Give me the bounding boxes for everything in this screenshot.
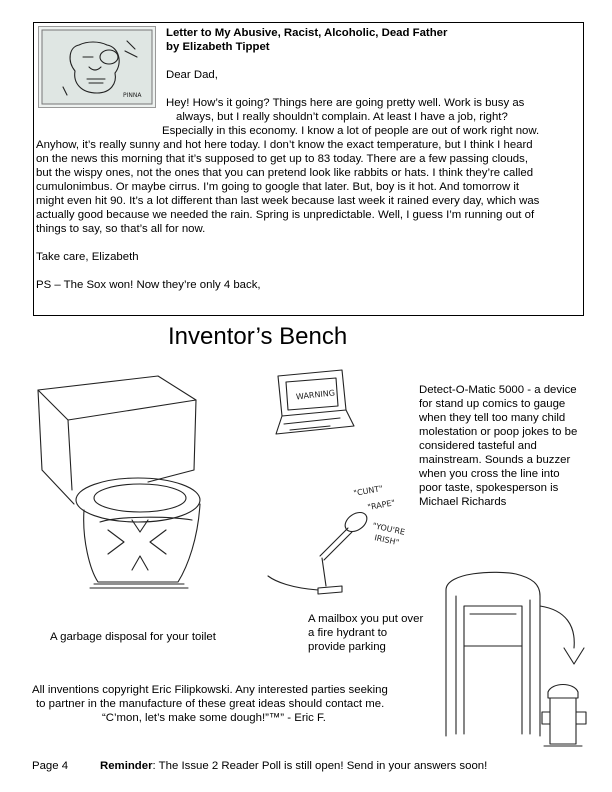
letter-para2-line: but the wispy ones, not the ones that you can pretend look like rabbits or hats. I think they’re called bbox=[36, 167, 534, 179]
letter-para1-line: Hey! How’s it going? Things here are going pretty well. Work is busy as bbox=[166, 97, 525, 109]
letter-byline: by Elizabeth Tippet bbox=[166, 41, 270, 53]
mailbox-caption-line: A mailbox you put over bbox=[308, 613, 424, 625]
mic-word: "RAPE" bbox=[366, 498, 396, 512]
letter-para2-line: things to say, so that’s all for now. bbox=[36, 223, 206, 235]
mic-word: "CUNT" bbox=[352, 483, 384, 498]
letter-para2-line: on the news this morning that it’s supposed to get up to 83 today. There are a few passing clouds, bbox=[36, 153, 528, 165]
letter-para2-line: Anyhow, it’s really sunny and hot here today. I don’t know the exact temperature, but I think I heard bbox=[36, 139, 533, 151]
etch-a-sketch-drawing bbox=[39, 27, 155, 107]
detect-caption-line: poor taste, spokesperson is bbox=[419, 482, 559, 494]
detect-caption-line: for stand up comics to gauge bbox=[419, 398, 566, 410]
reminder-label: Reminder bbox=[100, 760, 153, 772]
letter-para2-line: cumulonimbus. Or maybe cirrus. I’m going to google that later. But, boy is it hot. And tomorrow it bbox=[36, 181, 520, 193]
detect-caption-line: considered tasteful and bbox=[419, 440, 537, 452]
detect-caption-line: mainstream. Sounds a buzzer bbox=[419, 454, 571, 466]
copyright-line: to partner in the manufacture of these great ideas should contact me. bbox=[36, 698, 385, 710]
letter-signoff: Take care, Elizabeth bbox=[36, 251, 139, 263]
detect-caption-line: Michael Richards bbox=[419, 496, 507, 508]
detect-o-matic-monitor-sketch bbox=[270, 366, 370, 446]
etch-a-sketch-image bbox=[38, 26, 156, 108]
page-number: Page 4 bbox=[32, 760, 69, 772]
letter-para2-line: actually good because we needed the rain. Spring is unpredictable. Well, I guess I’m running out of bbox=[36, 209, 535, 221]
toilet-disposal-sketch bbox=[28, 370, 218, 600]
reminder bbox=[100, 759, 487, 773]
detect-caption-line: molestation or poop jokes to be bbox=[419, 426, 578, 438]
letter-para1-line: always, but I really shouldn’t complain. At least I have a job, right? bbox=[176, 111, 508, 123]
letter-salutation: Dear Dad, bbox=[166, 69, 218, 81]
letter-title: Letter to My Abusive, Racist, Alcoholic, Dead Father bbox=[166, 27, 448, 39]
mailbox-caption-line: a fire hydrant to bbox=[308, 627, 388, 639]
detect-caption-line: Detect-O-Matic 5000 - a device bbox=[419, 384, 577, 396]
detect-caption-line: when you cross the line into bbox=[419, 468, 560, 480]
svg-text:PINNA: PINNA bbox=[123, 92, 142, 99]
mailbox-hydrant-sketch bbox=[436, 566, 596, 756]
copyright-line: “C’mon, let’s make some dough!”™” - Eric F. bbox=[102, 712, 326, 724]
detect-caption-line: when they tell too many child bbox=[419, 412, 566, 424]
toilet-caption: A garbage disposal for your toilet bbox=[50, 631, 216, 643]
letter-para2-line: might even hit 90. It’s a lot different than last week because last week it rained every day, which was bbox=[36, 195, 540, 207]
copyright-line: All inventions copyright Eric Filipkowski. Any interested parties seeking bbox=[32, 684, 388, 696]
letter-ps: PS – The Sox won! Now they’re only 4 back, bbox=[36, 279, 261, 291]
microphone-sketch bbox=[262, 478, 412, 598]
reminder-text: : The Issue 2 Reader Poll is still open! Send in your answers soon! bbox=[152, 760, 488, 772]
mailbox-caption-line: provide parking bbox=[308, 641, 386, 653]
mic-word: "YOU'RE bbox=[371, 521, 406, 537]
mic-word: IRISH" bbox=[373, 533, 400, 548]
monitor-screen-text: WARNING bbox=[295, 388, 336, 402]
letter-para1-line: Especially in this economy. I know a lot of people are out of work right now. bbox=[162, 125, 540, 137]
section-heading: Inventor’s Bench bbox=[168, 323, 348, 350]
